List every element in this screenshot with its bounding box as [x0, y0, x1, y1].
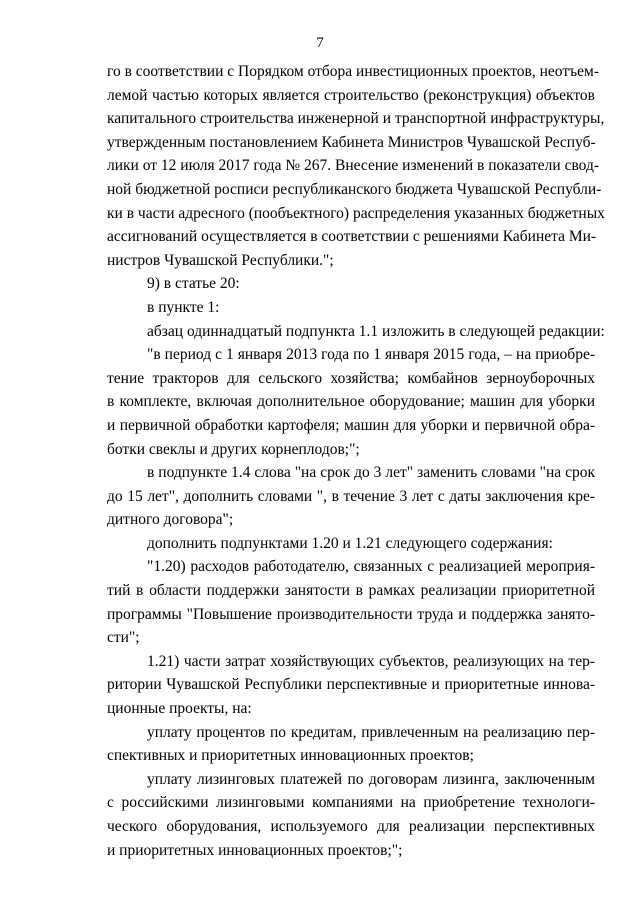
text-line: и первичной обработки картофеля; машин для уборки и первичной обра-: [107, 416, 595, 434]
text-line: ческого оборудования, используемого для реализации перспективных: [107, 818, 595, 835]
text-line: дитного договора";: [107, 511, 234, 529]
text-line: 9) в статье 20:: [147, 275, 240, 293]
text-line: программы "Повышение производительности труда и поддержка занято-: [107, 605, 595, 623]
text-line: абзац одиннадцатый подпункта 1.1 изложить в следующей редакции:: [147, 322, 605, 340]
text-line: го в соответствии с Порядком отбора инвестиционных проектов, неотъем-: [107, 63, 599, 80]
text-line: и приоритетных инновационных проектов;";: [107, 841, 403, 859]
text-line: уплату процентов по кредитам, привлеченным на реализацию пер-: [147, 723, 595, 741]
text-line: лемой частью которых является строительство (реконструкция) объектов: [107, 86, 595, 104]
text-line: нистров Чувашской Республики.";: [107, 251, 334, 269]
text-line: ассигнований осуществляется в соответствии с решениями Кабинета Ми-: [107, 228, 597, 246]
text-line: тий в области поддержки занятости в рамках реализации приоритетной: [107, 582, 595, 600]
text-line: дополнить подпунктами 1.20 и 1.21 следующего содержания:: [147, 534, 553, 552]
text-line: утвержденным постановлением Кабинета Министров Чувашской Респуб-: [107, 133, 596, 151]
text-line: ботки свеклы и других корнеплодов;";: [107, 440, 360, 458]
text-line: тение тракторов для сельского хозяйства; комбайнов зерноуборочных: [107, 369, 595, 387]
document-body: [107, 60, 605, 862]
text-line: "1.20) расходов работодателю, связанных с реализацией мероприя-: [147, 558, 595, 576]
text-line: ки в части адресного (пообъектного) распределения указанных бюджетных: [107, 204, 605, 222]
text-line: с российскими лизинговыми компаниями на приобретение технологи-: [107, 794, 595, 812]
text-line: лики от 12 июля 2017 года № 267. Внесение изменений в показатели свод-: [107, 157, 600, 175]
text-line: 1.21) части затрат хозяйствующих субъектов, реализующих на тер-: [147, 652, 595, 670]
text-line: сти";: [107, 629, 140, 647]
text-line: спективных и приоритетных инновационных проектов;: [107, 747, 474, 765]
text-line: до 15 лет", дополнить словами ", в течение 3 лет с даты заключения кре-: [107, 487, 595, 505]
text-line: в подпункте 1.4 слова "на срок до 3 лет" заменить словами "на срок: [147, 464, 595, 482]
text-line: ционные проекты, на:: [107, 700, 252, 718]
text-line: "в период с 1 января 2013 года по 1 января 2015 года, – на приобре-: [147, 346, 595, 364]
text-line: капитального строительства инженерной и транспортной инфраструктуры,: [107, 110, 605, 128]
page-number: 7: [316, 35, 324, 51]
text-line: в комплекте, включая дополнительное оборудование; машин для уборки: [107, 393, 595, 411]
text-line: уплату лизинговых платежей по договорам лизинга, заключенным: [147, 770, 595, 788]
text-line: ритории Чувашской Республики перспективные и приоритетные иннова-: [107, 676, 595, 694]
text-line: в пункте 1:: [147, 298, 220, 316]
text-line: ной бюджетной росписи республиканского бюджета Чувашской Республи-: [107, 180, 602, 198]
